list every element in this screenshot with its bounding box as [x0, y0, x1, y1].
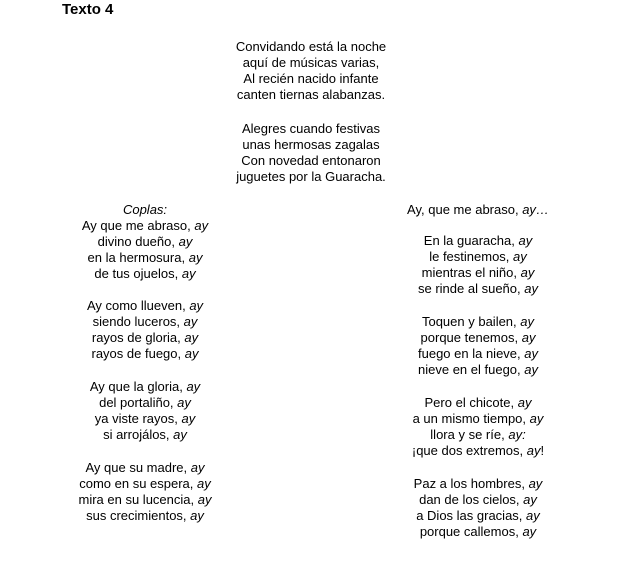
right-first-line: [353, 202, 603, 218]
left-stanza-4: [20, 460, 270, 524]
verse-line: dan de los cielos, ay: [419, 492, 537, 507]
verse-line: le festinemos, ay: [429, 249, 527, 264]
intro-stanza-1: [0, 39, 622, 103]
verse-line: Toquen y bailen, ay: [421, 314, 535, 329]
verse-line: ya viste rayos, ay: [94, 411, 196, 426]
verse-line: Con novedad entonaron: [241, 153, 381, 168]
verse-line: Al recién nacido infante: [243, 71, 379, 86]
verse-line: canten tiernas alabanzas.: [236, 87, 386, 102]
verse-line: porque tenemos, ay: [420, 330, 536, 345]
verse-line: Ay como llueven, ay: [86, 298, 204, 313]
verse-line: fuego en la nieve, ay: [418, 346, 538, 361]
left-stanza-3: [20, 379, 270, 443]
verse-line: Convidando está la noche: [235, 39, 387, 54]
coplas-stanza-1: [20, 202, 270, 282]
verse-line: juguetes por la Guaracha.: [236, 169, 386, 184]
verse-line: del portaliño, ay: [99, 395, 191, 410]
right-stanza-1: [353, 233, 603, 297]
verse-line: Ay que su madre, ay: [85, 460, 205, 475]
verse-line: se rinde al sueño, ay: [418, 281, 538, 296]
verse-line: ¡que dos extremos, ay!: [411, 443, 545, 458]
verse-line: Ay, que me abraso, ay…: [407, 202, 549, 217]
verse-line: En la guaracha, ay: [423, 233, 533, 248]
left-stanza-2: [20, 298, 270, 362]
coplas-label: Coplas:: [122, 202, 168, 217]
verse-line: de tus ojuelos, ay: [94, 266, 196, 281]
verse-line: Ay que la gloria, ay: [89, 379, 201, 394]
verse-line: nieve en el fuego, ay: [418, 362, 538, 377]
verse-line: unas hermosas zagalas: [242, 137, 380, 152]
verse-line: rayos de gloria, ay: [91, 330, 199, 345]
verse-line: si arrojálos, ay: [103, 427, 187, 442]
verse-line: Alegres cuando festivas: [241, 121, 381, 136]
verse-line: sus crecimientos, ay: [86, 508, 204, 523]
verse-line: en la hermosura, ay: [87, 250, 203, 265]
verse-line: mientras el niño, ay: [421, 265, 535, 280]
verse-line: Paz a los hombres, ay: [413, 476, 543, 491]
verse-line: divino dueño, ay: [97, 234, 193, 249]
right-stanza-2: [353, 314, 603, 378]
right-stanza-4: [353, 476, 603, 540]
verse-line: rayos de fuego, ay: [91, 346, 199, 361]
verse-line: Ay que me abraso, ay: [81, 218, 209, 233]
verse-line: porque callemos, ay: [419, 524, 537, 539]
verse-line: a un mismo tiempo, ay: [412, 411, 544, 426]
verse-line: como en su espera, ay: [79, 476, 211, 491]
verse-line: siendo luceros, ay: [92, 314, 198, 329]
intro-stanza-2: [0, 121, 622, 185]
verse-line: mira en su lucencia, ay: [78, 492, 212, 507]
text-heading: Texto 4: [62, 1, 114, 18]
verse-line: Pero el chicote, ay: [424, 395, 532, 410]
right-stanza-3: [353, 395, 603, 459]
verse-line: a Dios las gracias, ay: [416, 508, 540, 523]
verse-line: aquí de músicas varias,: [242, 55, 380, 70]
verse-line: llora y se ríe, ay:: [430, 427, 526, 442]
